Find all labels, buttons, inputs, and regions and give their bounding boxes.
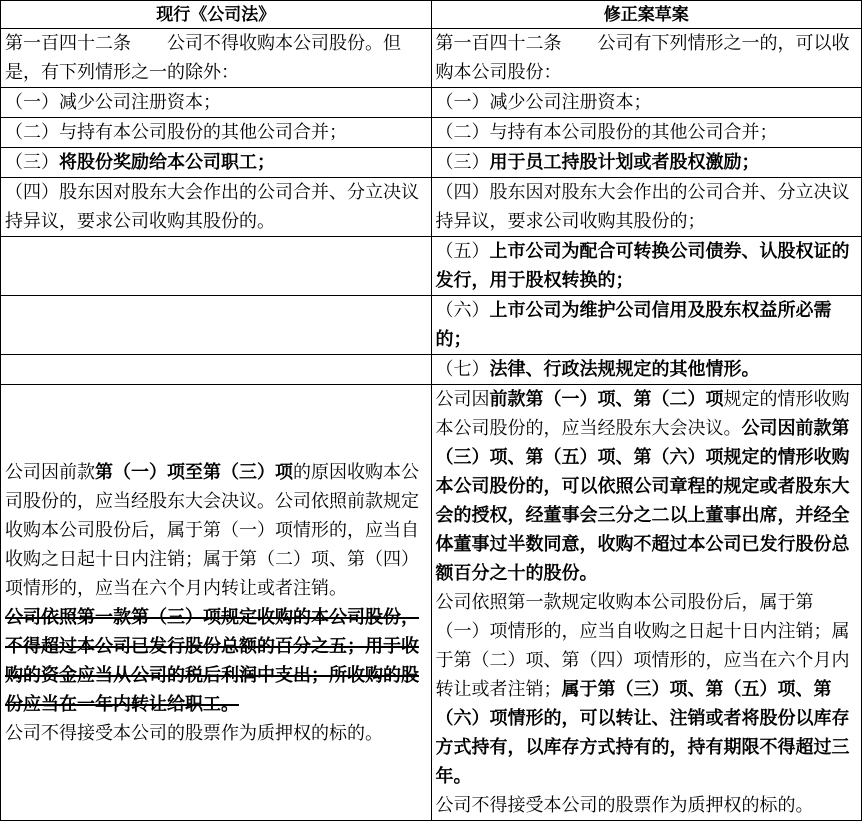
table-row bbox=[1, 178, 862, 237]
cell-left-row-8 bbox=[1, 385, 432, 821]
paragraph bbox=[436, 148, 858, 177]
text-run: （六） bbox=[435, 300, 490, 320]
text-run: 前款第（一）项、第（二）项 bbox=[489, 389, 724, 409]
text-run: 公司因前款第（三）项、第（五）项、第（六）项规定的情形收购本公司股份的，可以依照公司章程的规定或者股东大会的授权，经董事会三分之二以上董事出席，并经全体董事过半数同意，收购不超过本公司已发行股份总额百分之十的股份。 bbox=[435, 418, 850, 583]
cell-left-row-2 bbox=[1, 118, 432, 148]
text-run: 公司因 bbox=[435, 389, 490, 409]
text-run: 用于员工持股计划或者股权激励； bbox=[489, 152, 760, 172]
table-row bbox=[1, 118, 862, 148]
text-run: 第（一）项至第（三）项 bbox=[95, 461, 293, 482]
paragraph bbox=[436, 296, 858, 354]
paragraph bbox=[5, 29, 427, 87]
text-run: 公司不得接受本公司的股票作为质押权的标的。 bbox=[5, 722, 383, 743]
paragraph bbox=[5, 603, 427, 719]
cell-right-row-8 bbox=[431, 385, 862, 821]
table-row bbox=[1, 29, 862, 88]
table-row bbox=[1, 148, 862, 178]
paragraph bbox=[436, 791, 858, 820]
header-amendment-draft: 修正案草案 bbox=[431, 1, 862, 29]
cell-left-row-3 bbox=[1, 148, 432, 178]
cell-right-row-2 bbox=[431, 118, 862, 148]
text-run: （二）与持有本公司股份的其他公司合并； bbox=[5, 122, 347, 142]
text-run: （一）减少公司注册资本； bbox=[435, 92, 652, 112]
table-body bbox=[1, 29, 862, 821]
paragraph bbox=[436, 118, 858, 147]
cell-right-row-7 bbox=[431, 355, 862, 385]
cell-right-row-1 bbox=[431, 88, 862, 118]
header-row bbox=[1, 1, 862, 29]
table-header bbox=[1, 1, 862, 29]
paragraph bbox=[436, 588, 858, 791]
cell-left-row-5 bbox=[1, 237, 432, 296]
text-run: 公司因前款 bbox=[5, 461, 95, 482]
text-run: 第一百四十二条 公司不得收购本公司股份。但是，有下列情形之一的除外： bbox=[5, 33, 401, 82]
table-row bbox=[1, 296, 862, 355]
paragraph bbox=[436, 88, 858, 117]
paragraph bbox=[436, 385, 858, 588]
text-run: 属于第（三）项、第（五）项、第（六）项情形的，可以转让、注销或者将股份以库存方式持有，以库存方式持有的，持有期限不得超过三年。 bbox=[435, 679, 850, 786]
text-run: 公司依照第一款规定收购本公司股份后，属于第（一）项情形的，应当自收购之日起十日内注销；属于第（二）项、第（四）项情形的，应当在六个月内转让或者注销； bbox=[435, 592, 850, 699]
text-run: （四）股东因对股东大会作出的公司合并、分立决议持异议，要求公司收购其股份的。 bbox=[5, 182, 419, 231]
text-run: 的原因收购本公司股份的，应当经股东大会决议。公司依照前款规定收购本公司股份后，属于第（一）项情形的，应当自收购之日起十日内注销；属于第（二）项、第（四）项情形的，应当在六个月内转让或者注销。 bbox=[5, 461, 419, 598]
cell-left-row-0 bbox=[1, 29, 432, 88]
text-run: （四）股东因对股东大会作出的公司合并、分立决议持异议，要求公司收购其股份的； bbox=[435, 182, 850, 231]
text-run: 公司不得接受本公司的股票作为质押权的标的。 bbox=[435, 795, 814, 815]
cell-right-row-6 bbox=[431, 296, 862, 355]
text-run: 公司依照第一款第（三）项规定收购的本公司股份，不得超过本公司已发行股份总额的百分之五；用于收购的资金应当从公司的税后利润中支出；所收购的股份应当在一年内转让给职工。 bbox=[5, 606, 419, 714]
text-run: 上市公司为配合可转换公司债券、认股权证的发行，用于股权转换的； bbox=[435, 241, 850, 290]
table-row bbox=[1, 355, 862, 385]
text-run: 上市公司为维护公司信用及股东权益所必需的； bbox=[435, 300, 832, 349]
paragraph bbox=[5, 178, 427, 236]
paragraph bbox=[5, 118, 427, 147]
text-run: （五） bbox=[435, 241, 490, 261]
text-run: （七） bbox=[435, 359, 490, 379]
paragraph bbox=[5, 458, 427, 603]
cell-right-row-3 bbox=[431, 148, 862, 178]
table-row bbox=[1, 385, 862, 821]
paragraph bbox=[436, 355, 858, 384]
cell-right-row-0 bbox=[431, 29, 862, 88]
text-run: （二）与持有本公司股份的其他公司合并； bbox=[435, 122, 778, 142]
cell-left-row-1 bbox=[1, 88, 432, 118]
cell-left-row-4 bbox=[1, 178, 432, 237]
text-run: （三） bbox=[5, 152, 59, 172]
text-run: （一）减少公司注册资本； bbox=[5, 92, 221, 112]
text-run: 法律、行政法规规定的其他情形。 bbox=[489, 359, 760, 379]
cell-right-row-5 bbox=[431, 237, 862, 296]
paragraph bbox=[436, 178, 858, 236]
paragraph bbox=[5, 88, 427, 117]
text-run: 规定的情形收购本公司股份的，应当经股东大会决议。 bbox=[435, 389, 850, 438]
table-row bbox=[1, 88, 862, 118]
text-run: （三） bbox=[435, 152, 490, 172]
paragraph bbox=[5, 148, 427, 177]
cell-left-row-7 bbox=[1, 355, 432, 385]
paragraph bbox=[5, 719, 427, 748]
header-current-law: 现行《公司法》 bbox=[1, 1, 432, 29]
paragraph bbox=[436, 237, 858, 295]
paragraph bbox=[436, 29, 858, 87]
cell-left-row-6 bbox=[1, 296, 432, 355]
text-run: 将股份奖励给本公司职工； bbox=[59, 152, 275, 172]
text-run: 第一百四十二条 公司有下列情形之一的，可以收购本公司股份： bbox=[435, 33, 850, 82]
table-row bbox=[1, 237, 862, 296]
cell-right-row-4 bbox=[431, 178, 862, 237]
